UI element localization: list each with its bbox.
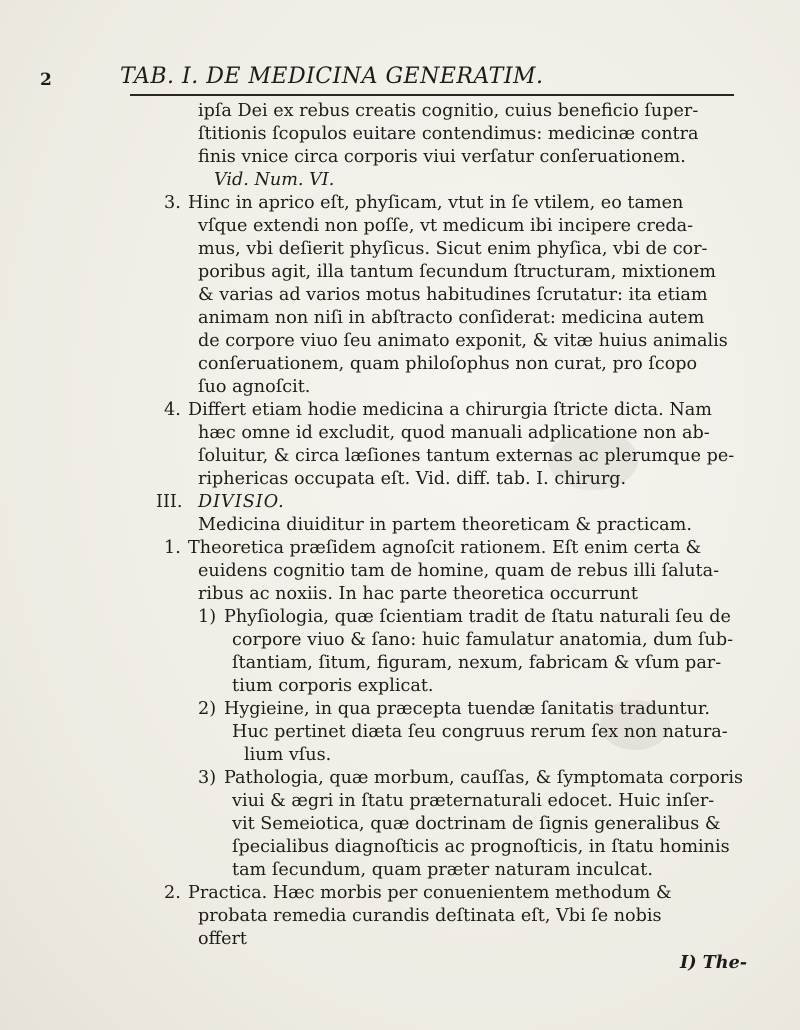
text-line: Medicina diuiditur in partem theoreticam & practicam. <box>198 515 692 535</box>
text-line: ſuo agnoſcit. <box>198 377 311 397</box>
text-line: offert <box>198 929 247 949</box>
section-number: III. <box>156 492 183 512</box>
text-line: de corpore viuo ſeu animato exponit, & vitæ huius animalis <box>198 331 728 351</box>
text-line: ſoluitur, & circa læſiones tantum externas ac plerumque pe- <box>198 446 735 466</box>
text-line: poribus agit, illa tantum ſecundum ſtructuram, mixtionem <box>198 262 716 282</box>
text-line: euidens cognitio tam de homine, quam de rebus illi ſaluta- <box>198 561 720 581</box>
text-line: ribus ac noxiis. In hac parte theoretica occurrunt <box>198 584 638 604</box>
text-line: probata remedia curandis deſtinata eſt, Vbi ſe nobis <box>198 906 662 926</box>
text-line: vſque extendi non poſſe, vt medicum ibi incipere creda- <box>198 216 694 236</box>
text-line: Practica. Hæc morbis per conuenientem methodum & <box>188 883 672 903</box>
text-line: corpore viuo & ſano: huic famulatur anatomia, dum ſub- <box>232 630 734 650</box>
subitem-number: 1) <box>198 607 217 627</box>
item-number: 1. <box>164 538 181 558</box>
text-line: ſtantiam, ſitum, figuram, nexum, fabricam & vſum par- <box>232 653 722 673</box>
text-line: ſtitionis ſcopulos euitare contendimus: medicinæ contra <box>198 124 699 144</box>
text-line: viui & ægri in ſtatu præternaturali edocet. Huic inſer- <box>232 791 715 811</box>
item-number: 2. <box>164 883 181 903</box>
text-line: tam ſecundum, quam præter naturam inculcat. <box>232 860 653 880</box>
text-line: animam non niſi in abſtracto conſiderat: medicina autem <box>198 308 705 328</box>
running-title: TAB. I. DE MEDICINA GENERATIM. <box>120 64 544 89</box>
text-line: hæc omne id excludit, quod manuali adplicatione non ab- <box>198 423 710 443</box>
text-line: Differt etiam hodie medicina a chirurgia ſtricte dicta. Nam <box>188 400 712 420</box>
section-heading: DIVISIO. <box>198 492 285 512</box>
text-line: mus, vbi deſierit phyſicus. Sicut enim phyſica, vbi de cor- <box>198 239 708 259</box>
text-line: Theoretica præſidem agnoſcit rationem. Eſt enim certa & <box>188 538 702 558</box>
subitem-number: 2) <box>198 699 217 719</box>
item-number: 3. <box>164 193 181 213</box>
text-line: ipſa Dei ex rebus creatis cognitio, cuius beneficio ſuper- <box>198 101 699 121</box>
text-line: ſpecialibus diagnoſticis ac prognoſticis, in ſtatu hominis <box>232 837 730 857</box>
text-line: Phyſiologia, quæ ſcientiam tradit de ſtatu naturali ſeu de <box>224 607 731 627</box>
text-line: lium vſus. <box>244 745 332 765</box>
cross-reference: Vid. Num. VI. <box>214 170 335 190</box>
text-line: conſeruationem, quam philoſophus non curat, pro ſcopo <box>198 354 698 374</box>
text-line: Hygieine, in qua præcepta tuendæ ſanitatis traduntur. <box>224 699 710 719</box>
text-line: Huc pertinet diæta ſeu congruus rerum ſex non natura- <box>232 722 728 742</box>
text-line: riphericas occupata eſt. Vid. diff. tab. I. chirurg. <box>198 469 627 489</box>
text-line: & varias ad varios motus habitudines ſcrutatur: ita etiam <box>198 285 708 305</box>
subitem-number: 3) <box>198 768 217 788</box>
item-number: 4. <box>164 400 181 420</box>
text-line: finis vnice circa corporis viui verſatur conſeruationem. <box>198 147 686 167</box>
page-number: 2 <box>40 70 52 90</box>
text-line: Hinc in aprico eſt, phyſicam, vtut in ſe vtilem, eo tamen <box>188 193 684 213</box>
catchword: I) The- <box>680 952 748 973</box>
text-line: vit Semeiotica, quæ doctrinam de ſignis generalibus & <box>232 814 721 834</box>
text-line: Pathologia, quæ morbum, cauſſas, & ſymptomata corporis <box>224 768 743 788</box>
text-line: tium corporis explicat. <box>232 676 434 696</box>
